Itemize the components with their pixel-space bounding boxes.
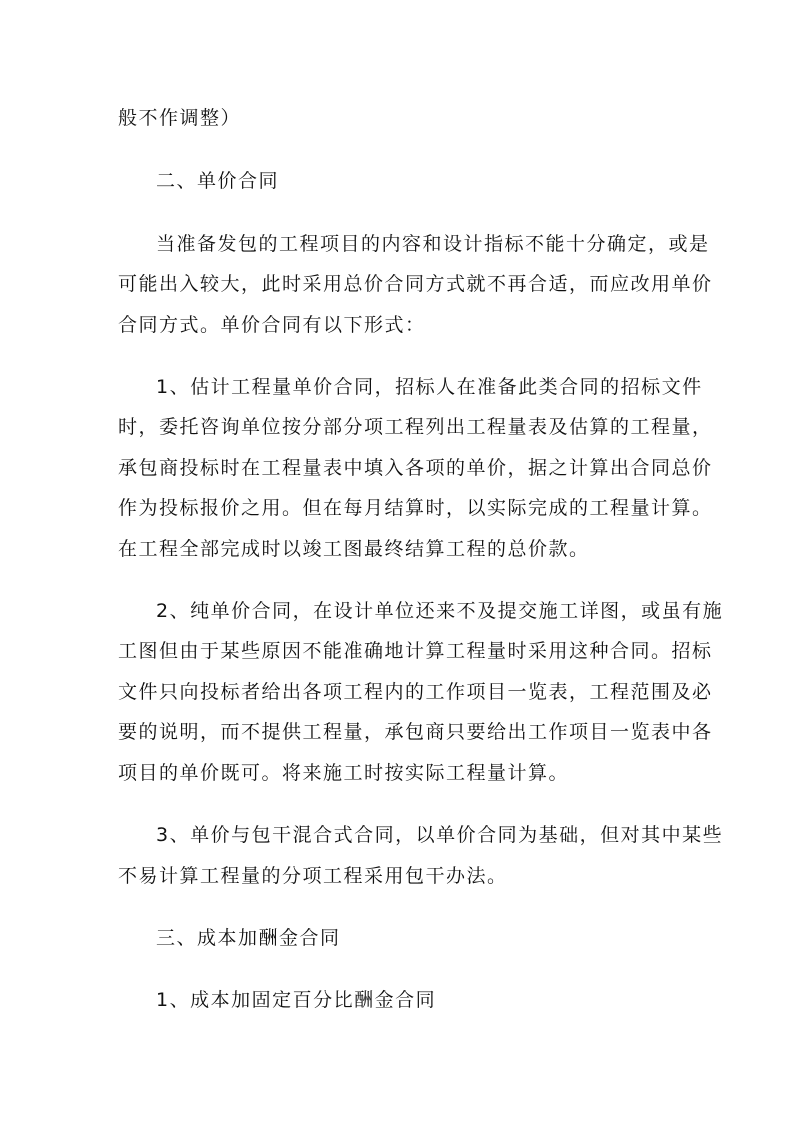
- text-line: 项目的单价既可。将来施工时按实际工程量计算。: [118, 762, 570, 784]
- text-line: 般不作调整）: [118, 107, 242, 129]
- text-line: 1、成本加固定百分比酬金合同: [156, 989, 437, 1011]
- text-line: 1、估计工程量单价合同，招标人在准备此类合同的招标文件: [156, 376, 703, 398]
- text-line: 作为投标报价之用。但在每月结算时，以实际完成的工程量计算。: [118, 497, 713, 519]
- text-line: 合同方式。单价合同有以下形式：: [118, 314, 426, 336]
- text-line: 当准备发包的工程项目的内容和设计指标不能十分确定，或是: [156, 233, 710, 255]
- text-line: 承包商投标时在工程量表中填入各项的单价，据之计算出合同总价: [118, 457, 713, 479]
- text-line: 工图但由于某些原因不能准确地计算工程量时采用这种合同。招标: [118, 640, 713, 662]
- text-line: 要的说明，而不提供工程量，承包商只要给出工作项目一览表中各: [118, 721, 713, 743]
- section-heading-unit-price-contract: 二、单价合同: [156, 170, 280, 192]
- text-line: 不易计算工程量的分项工程采用包干办法。: [118, 865, 508, 887]
- text-line: 在工程全部完成时以竣工图最终结算工程的总价款。: [118, 538, 590, 560]
- section-heading-cost-plus-contract: 三、成本加酬金合同: [156, 927, 341, 949]
- text-line: 3、单价与包干混合式合同，以单价合同为基础，但对其中某些: [156, 824, 724, 846]
- text-line: 文件只向投标者给出各项工程内的工作项目一览表，工程范围及必: [118, 681, 713, 703]
- text-line: 时，委托咨询单位按分部分项工程列出工程量表及估算的工程量，: [118, 416, 713, 438]
- text-line: 2、纯单价合同，在设计单位还来不及提交施工详图，或虽有施: [156, 600, 724, 622]
- text-line: 可能出入较大，此时采用总价合同方式就不再合适，而应改用单价: [118, 273, 713, 295]
